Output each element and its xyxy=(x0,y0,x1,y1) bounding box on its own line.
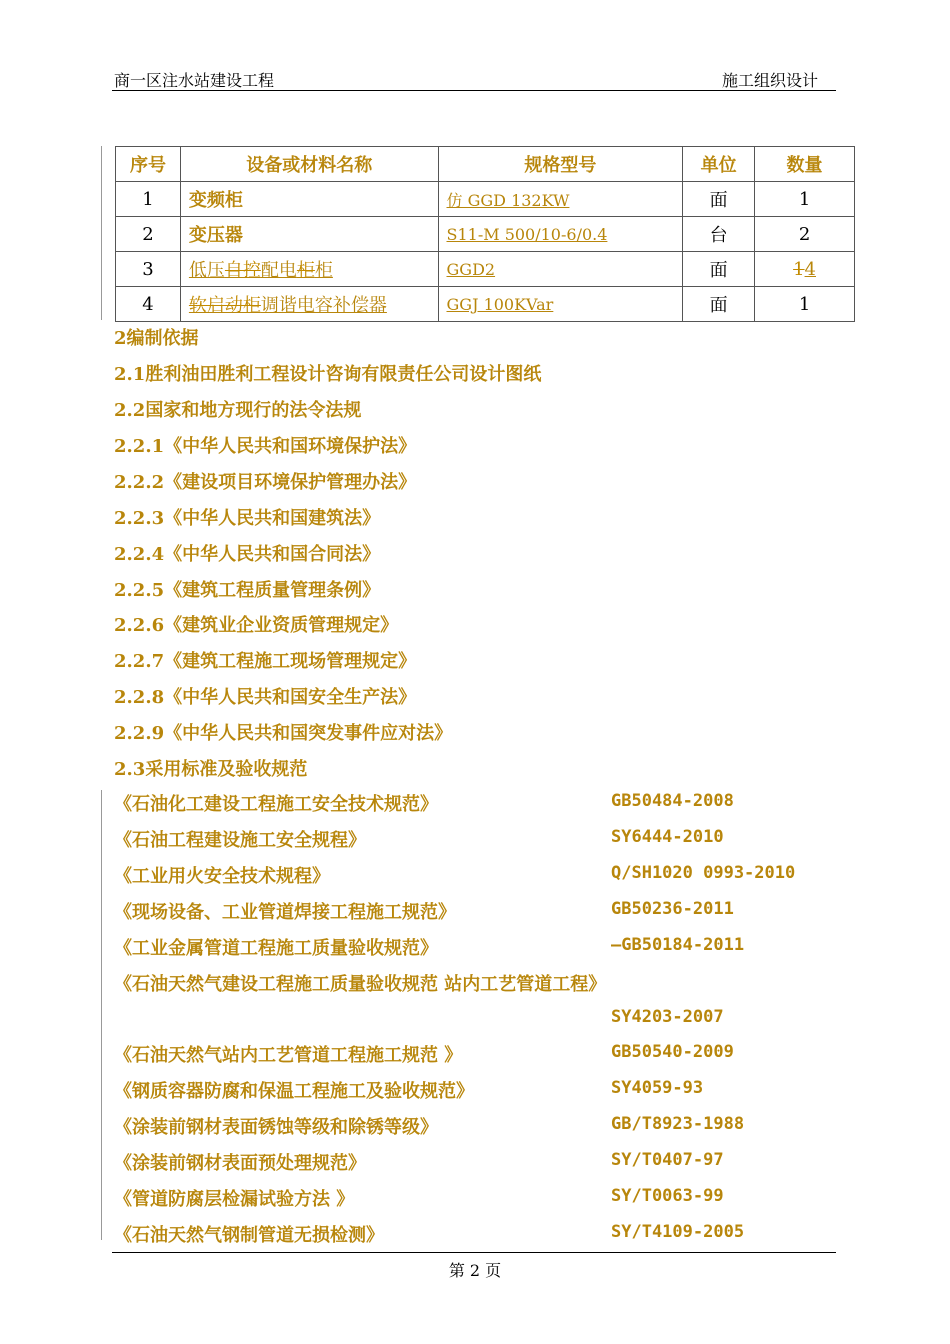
law-item: 2.2.2《建设项目环境保护管理办法》 xyxy=(114,472,417,493)
footer-rule xyxy=(112,1252,836,1253)
header-doc-type: 施工组织设计 xyxy=(721,71,818,90)
col-header-unit: 单位 xyxy=(683,147,755,182)
row-unit: 面 xyxy=(683,287,755,322)
name-inserted: 低压 xyxy=(188,260,225,281)
section-2-3: 2.3采用标准及验收规范 xyxy=(114,759,308,780)
name-inserted: 调谐电容补偿器 xyxy=(260,295,387,316)
col-header-qty: 数量 xyxy=(755,147,855,182)
standard-name: 《石油工程建设施工安全规程》 xyxy=(114,830,366,851)
standard-code: SY/T4109-2005 xyxy=(611,1222,745,1242)
law-item: 2.2.3《中华人民共和国建筑法》 xyxy=(114,508,381,529)
name-inserted: 柜 xyxy=(314,260,333,281)
table-row xyxy=(116,182,855,217)
row-unit: 台 xyxy=(683,217,755,252)
col-header-spec: 规格型号 xyxy=(438,147,683,182)
standard-name: 《涂装前钢材表面预处理规范》 xyxy=(114,1153,366,1174)
standard-code: SY4203-2007 xyxy=(611,1007,724,1027)
row-no: 2 xyxy=(116,217,181,252)
standard-name: 《工业用火安全技术规程》 xyxy=(114,866,330,887)
row-no: 3 xyxy=(116,252,181,287)
standard-code: GB50236-2011 xyxy=(611,899,734,919)
header-project-title: 商一区注水站建设工程 xyxy=(114,71,275,90)
row-no: 4 xyxy=(116,287,181,322)
standard-code: SY/T0407-97 xyxy=(611,1150,724,1170)
standard-name: 《石油天然气站内工艺管道工程施工规范 》 xyxy=(114,1045,463,1066)
row-no: 1 xyxy=(116,182,181,217)
col-header-name: 设备或材料名称 xyxy=(180,147,438,182)
law-item: 2.2.9《中华人民共和国突发事件应对法》 xyxy=(114,723,453,744)
name-deleted: 软启动柜 xyxy=(188,295,261,316)
page-header xyxy=(112,68,836,91)
row-name: 变频柜 xyxy=(180,182,438,217)
table-header-row xyxy=(116,147,855,182)
revision-bar xyxy=(101,790,102,1240)
law-item: 2.2.6《建筑业企业资质管理规定》 xyxy=(114,615,399,636)
standard-code: SY/T0063-99 xyxy=(611,1186,724,1206)
section-heading-2: 2编制依据 xyxy=(114,328,199,349)
standard-code: SY6444-2010 xyxy=(611,827,724,847)
law-item: 2.2.1《中华人民共和国环境保护法》 xyxy=(114,436,417,457)
row-name xyxy=(180,252,438,287)
row-unit: 面 xyxy=(683,182,755,217)
row-unit: 面 xyxy=(683,252,755,287)
row-name xyxy=(180,287,438,322)
standard-code: Q/SH1020 0993-2010 xyxy=(611,863,796,883)
row-spec: 仿 GGD 132KW xyxy=(438,182,683,217)
row-spec: GGD2 xyxy=(438,252,683,287)
standard-name: 《石油化工建设工程施工安全技术规范》 xyxy=(114,794,438,815)
standard-name: 《钢质容器防腐和保温工程施工及验收规范》 xyxy=(114,1081,474,1102)
equipment-table xyxy=(115,146,855,322)
section-2-1: 2.1胜利油田胜利工程设计咨询有限责任公司设计图纸 xyxy=(114,364,542,385)
name-deleted: 自控 xyxy=(224,260,261,281)
row-name: 变压器 xyxy=(180,217,438,252)
standard-name: 《工业金属管道工程施工质量验收规范》 xyxy=(114,938,438,959)
standard-name: 《涂装前钢材表面锈蚀等级和除锈等级》 xyxy=(114,1117,438,1138)
row-qty: 2 xyxy=(755,217,855,252)
standard-code: GB/T8923-1988 xyxy=(611,1114,745,1134)
revision-bar xyxy=(101,146,102,320)
row-qty: 1 xyxy=(755,287,855,322)
section-2-2: 2.2国家和地方现行的法令法规 xyxy=(114,400,362,421)
standard-name: 《石油天然气建设工程施工质量验收规范 站内工艺管道工程》 xyxy=(114,974,607,995)
table-row xyxy=(116,217,855,252)
standard-code: SY4059-93 xyxy=(611,1078,704,1098)
row-spec: S11-M 500/10-6/0.4 xyxy=(438,217,683,252)
law-item: 2.2.7《建筑工程施工现场管理规定》 xyxy=(114,651,417,672)
row-spec: GGJ 100KVar xyxy=(438,287,683,322)
standard-code: —GB50184-2011 xyxy=(611,935,745,955)
table-row xyxy=(116,252,855,287)
law-item: 2.2.8《中华人民共和国安全生产法》 xyxy=(114,687,417,708)
page-number: 第 2 页 xyxy=(448,1261,502,1280)
standard-name: 《管道防腐层检漏试验方法 》 xyxy=(114,1189,355,1210)
standard-code: GB50540-2009 xyxy=(611,1042,734,1062)
standard-name: 《现场设备、工业管道焊接工程施工规范》 xyxy=(114,902,456,923)
name-deleted: 柜 xyxy=(296,260,315,281)
row-qty: 1 xyxy=(755,182,855,217)
law-item: 2.2.5《建筑工程质量管理条例》 xyxy=(114,580,381,601)
table-row xyxy=(116,287,855,322)
row-qty xyxy=(755,252,855,287)
law-item: 2.2.4《中华人民共和国合同法》 xyxy=(114,544,381,565)
qty-deleted: 1 xyxy=(793,258,805,280)
standard-code: GB50484-2008 xyxy=(611,791,734,811)
name-inserted: 配电 xyxy=(260,260,297,281)
col-header-no: 序号 xyxy=(116,147,181,182)
qty-inserted: 4 xyxy=(804,258,816,280)
standard-name: 《石油天然气钢制管道无损检测》 xyxy=(114,1225,384,1246)
